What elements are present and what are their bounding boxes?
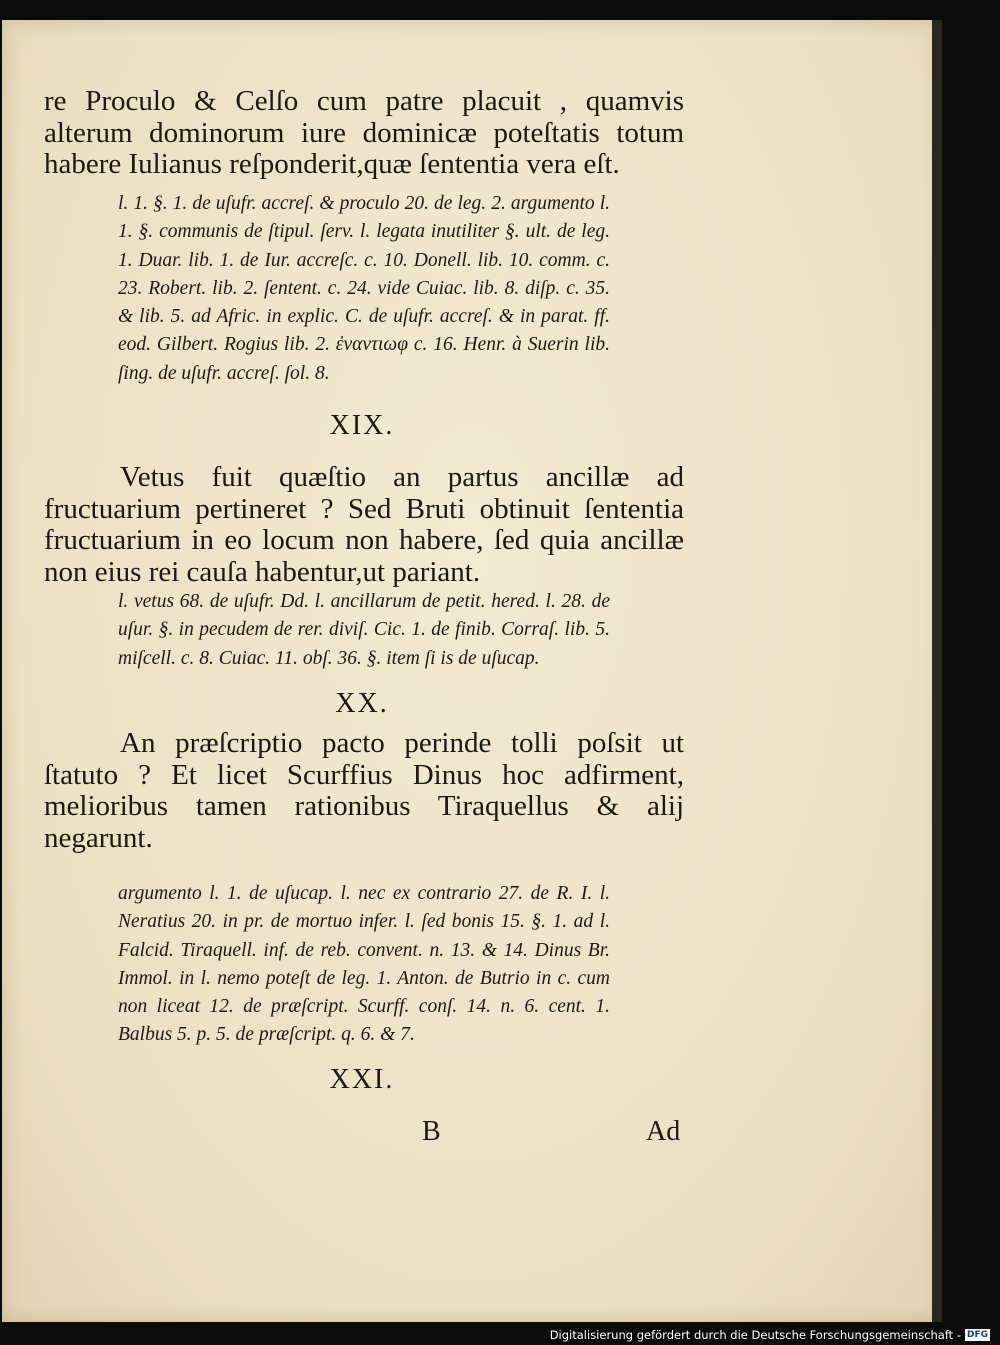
section-heading-xix: XIX. [329, 410, 395, 441]
citation-note-1: l. 1. §. 1. de uſufr. accreſ. & proculo 20. de leg. 2. argumento l. 1. §. communis de ſtipul. ſerv. l. legata inutiliter §. ult. de leg. 1. Duar. lib. 1. de Iur. accreſc. c. 10. Donell. lib. 10. comm. c. 23. Robert. lib. 2. ſentent. c. 24. vide Cuiac. lib. 8. diſp. c. 35. & lib. 5. ad Afric. in explic. C. de uſufr. accreſ. & in parat. ff. eod. Gilbert. Rogius lib. 2. ἐναντιωφ c. 16. Henr. à Suerin lib. ſing. de uſufr. accreſ. ſol. 8. [118, 193, 610, 384]
paragraph-3: An præſcriptio pacto perinde tolli poſsit ut ſtatuto ? Et licet Scurffius Dinus hoc adfirment, melioribus tamen rationibus Tiraquellus & alij negarunt. [44, 727, 684, 854]
signature-mark: B [422, 1116, 441, 1147]
catchword: Ad [646, 1116, 681, 1147]
dfg-logo: DFG [966, 1330, 988, 1340]
paragraph-1: re Proculo & Celſo cum patre placuit , quamvis alterum dominorum iure dominicæ poteſtatis totum habere Iulianus reſponderit,quæ ſententia vera eſt. [44, 85, 684, 180]
footer-credit: Digitalisierung gefördert durch die Deutsche Forschungsgemeinschaft - [549, 1328, 961, 1342]
book-page [2, 20, 940, 1322]
citation-note-2: l. vetus 68. de uſufr. Dd. l. ancillarum de petit. hered. l. 28. de uſur. §. in pecudem de rer. diviſ. Cic. 1. de finib. Corraſ. lib. 5. miſcell. c. 8. Cuiac. 11. obſ. 36. §. item ſi is de uſucap. [118, 591, 610, 669]
digitization-footer [550, 1326, 990, 1344]
page-edge [932, 20, 942, 1322]
section-heading-xxi: XXI. [329, 1064, 395, 1095]
citation-note-3: argumento l. 1. de uſucap. l. nec ex contrario 27. de R. I. l. Neratius 20. in pr. de mortuo infer. l. ſed bonis 15. §. 1. ad l. Falcid. Tiraquell. inf. de reb. convent. n. 13. & 14. Dinus Br. Immol. in l. nemo poteſt de leg. 1. Anton. de Butrio in c. cum non liceat 12. de præſcript. Scurff. conſ. 14. n. 6. cent. 1. Balbus 5. p. 5. de præſcript. q. 6. & 7. [118, 883, 610, 1046]
section-heading-xx: XX. [335, 688, 389, 719]
paragraph-2: Vetus fuit quæſtio an partus ancillæ ad fructuarium pertineret ? Sed Bruti obtinuit ſententia fructuarium in eo locum non habere, ſed quia ancillæ non eius rei cauſa habentur,ut pariant. [44, 461, 684, 588]
